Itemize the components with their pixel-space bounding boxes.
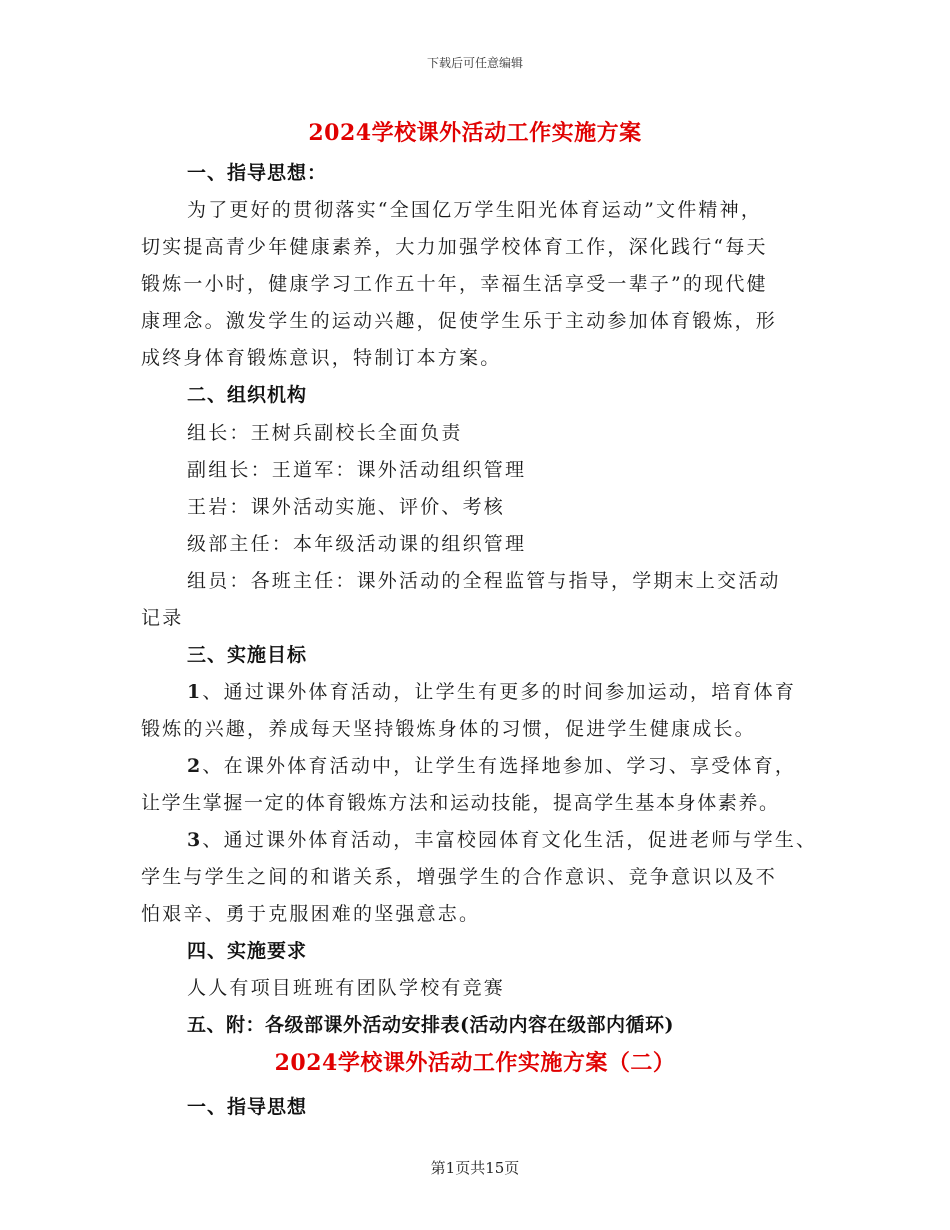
paragraph-line: 锻炼的兴趣，养成每天坚持锻炼身体的习惯，促进学生健康成长。 — [141, 718, 756, 740]
org-line: 王岩：课外活动实施、评价、考核 — [187, 496, 506, 518]
org-line: 级部主任：本年级活动课的组织管理 — [187, 533, 527, 555]
document-title: 2024学校课外活动工作实施方案 — [308, 120, 642, 146]
goal-item-1 — [187, 677, 796, 704]
section-heading-goals: 三、实施目标 — [187, 644, 308, 666]
paragraph-line: 成终身体育锻炼意识，特制订本方案。 — [141, 347, 502, 369]
paragraph-line: 让学生掌握一定的体育锻炼方法和运动技能，提高学生基本身体素养。 — [141, 792, 780, 814]
section-heading-requirements: 四、实施要求 — [187, 940, 308, 962]
org-line: 记录 — [141, 607, 184, 629]
goal-number: 2 — [187, 755, 203, 777]
section-heading-guiding-thought: 一、指导思想： — [187, 162, 328, 184]
section-heading-guiding-thought-2: 一、指导思想 — [187, 1096, 308, 1118]
org-line: 组长：王树兵副校长全面负责 — [187, 422, 463, 444]
paragraph-line: 锻炼一小时，健康学习工作五十年，幸福生活享受一辈子”的现代健 — [141, 273, 768, 295]
paragraph-line: 学生与学生之间的和谐关系，增强学生的合作意识、竞争意识以及不 — [141, 866, 778, 888]
goal-number: 1 — [187, 681, 203, 703]
goal-text: 、通过课外体育活动，让学生有更多的时间参加运动，培育体育 — [202, 681, 797, 703]
section-heading-organization: 二、组织机构 — [187, 384, 308, 406]
paragraph-line: 为了更好的贯彻落实“全国亿万学生阳光体育运动”文件精神， — [187, 199, 763, 221]
goal-number: 3 — [187, 829, 203, 851]
org-line: 副组长：王道军：课外活动组织管理 — [187, 459, 527, 481]
goal-item-2 — [187, 751, 796, 778]
org-line: 组员：各班主任：课外活动的全程监管与指导，学期末上交活动 — [187, 570, 781, 592]
section-heading-appendix: 五、附：各级部课外活动安排表(活动内容在级部内循环) — [187, 1014, 674, 1036]
paragraph-line: 切实提高青少年健康素养，大力加强学校体育工作，深化践行“每天 — [141, 236, 768, 258]
page-footer: 第1页共15页 — [430, 1159, 520, 1177]
requirement-line: 人人有项目班班有团队学校有竞赛 — [187, 977, 506, 999]
header-note: 下载后可任意编辑 — [426, 56, 523, 70]
goal-item-3 — [187, 825, 817, 852]
paragraph-line: 康理念。激发学生的运动兴趣，促使学生乐于主动参加体育锻炼，形 — [141, 310, 778, 332]
goal-text: 、在课外体育活动中，让学生有选择地参加、学习、享受体育， — [202, 755, 797, 777]
document-subtitle: 2024学校课外活动工作实施方案（二） — [274, 1050, 676, 1076]
goal-text: 、通过课外体育活动，丰富校园体育文化生活，促进老师与学生、 — [202, 829, 818, 851]
paragraph-line: 怕艰辛、勇于克服困难的坚强意志。 — [141, 903, 481, 925]
